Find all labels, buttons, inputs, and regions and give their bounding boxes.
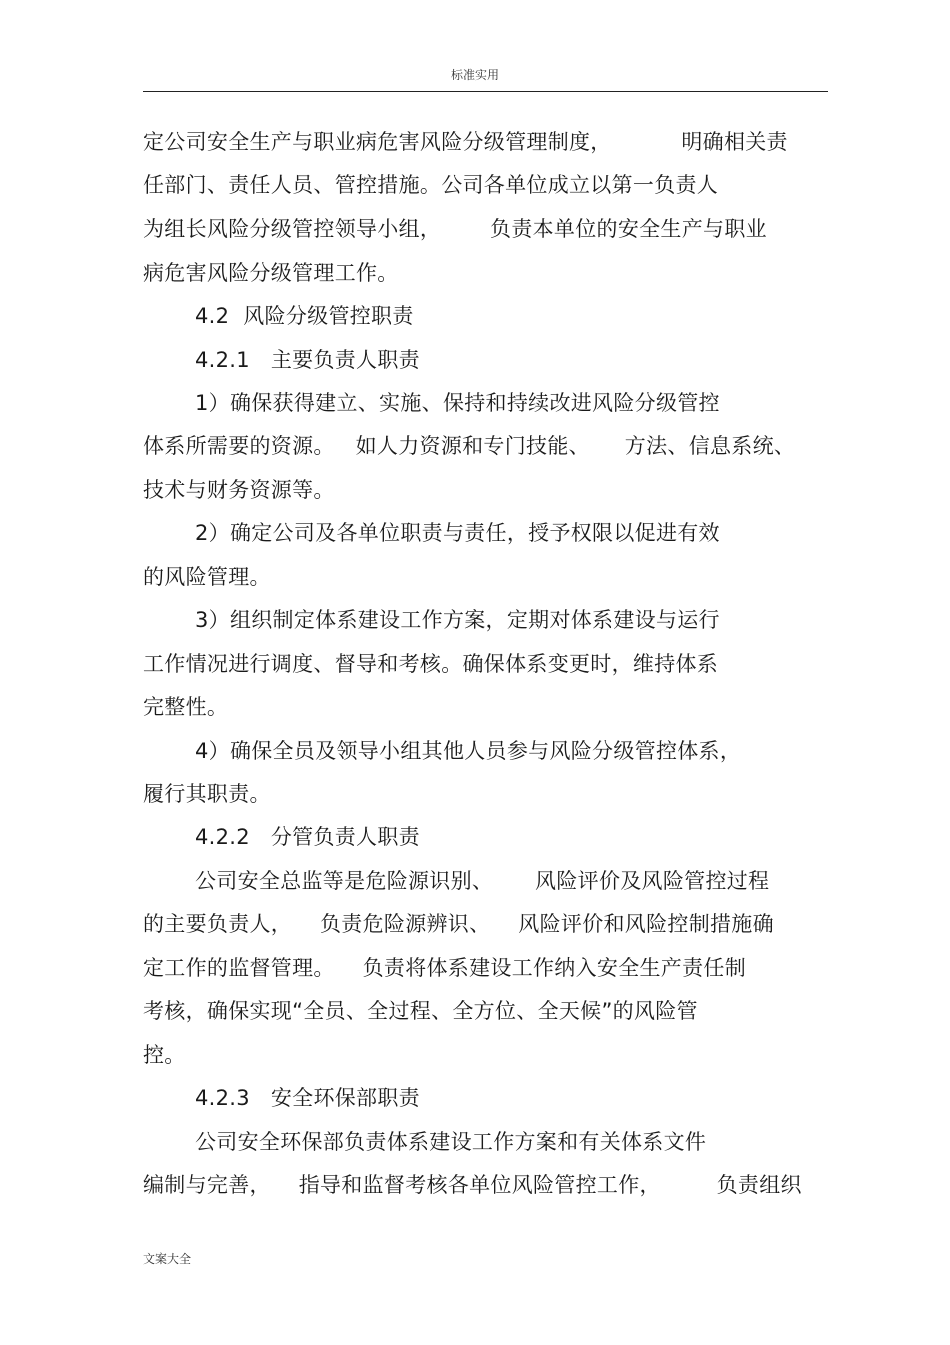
page-footer-text: 文案大全 <box>143 1252 192 1266</box>
body-text-line: 的主要负责人， 负责危险源辨识、 风险评价和风险控制措施确 <box>143 912 774 936</box>
body-text-line: 履行其职责。 <box>143 782 271 806</box>
page-header-title: 标准实用 <box>450 68 499 82</box>
body-text-line: 4）确保全员及领导小组其他人员参与风险分级管控体系， <box>195 739 742 763</box>
body-text-line: 1）确保获得建立、实施、保持和持续改进风险分级管控 <box>195 391 720 415</box>
body-text-line: 体系所需要的资源。 如人力资源和专门技能、 方法、信息系统、 <box>143 434 796 458</box>
body-text-line: 4.2.2 分管负责人职责 <box>195 825 420 849</box>
body-text-line: 公司安全总监等是危险源识别、 风险评价及风险管控过程 <box>195 869 770 893</box>
body-text-line: 控。 <box>143 1043 186 1067</box>
body-text-line: 完整性。 <box>143 695 229 719</box>
body-text-line: 的风险管理。 <box>143 565 271 589</box>
body-text-line: 4.2.3 安全环保部职责 <box>195 1086 420 1110</box>
body-text-line: 为组长风险分级管控领导小组， 负责本单位的安全生产与职业 <box>143 217 767 241</box>
body-text-line: 编制与完善， 指导和监督考核各单位风险管控工作， 负责组织 <box>143 1173 802 1197</box>
body-text-line: 定公司安全生产与职业病危害风险分级管理制度， 明确相关责 <box>143 130 788 154</box>
body-text-line: 病危害风险分级管理工作。 <box>143 261 399 285</box>
body-text-line: 任部门、责任人员、管控措施。公司各单位成立以第一负责人 <box>143 173 719 197</box>
body-text-line: 3）组织制定体系建设工作方案，定期对体系建设与运行 <box>195 608 720 632</box>
body-text-line: 公司安全环保部负责体系建设工作方案和有关体系文件 <box>195 1130 707 1154</box>
body-text-line: 工作情况进行调度、督导和考核。确保体系变更时，维持体系 <box>143 652 719 676</box>
body-text-line: 4.2.1 主要负责人职责 <box>195 348 420 372</box>
body-text-line: 4.2 风险分级管控职责 <box>195 304 414 328</box>
header-divider <box>143 91 828 92</box>
body-text-line: 定工作的监督管理。 负责将体系建设工作纳入安全生产责任制 <box>143 956 746 980</box>
body-text-line: 考核，确保实现“全员、全过程、全方位、全天候”的风险管 <box>143 999 698 1023</box>
body-text-line: 技术与财务资源等。 <box>143 478 335 502</box>
body-text-line: 2）确定公司及各单位职责与责任，授予权限以促进有效 <box>195 521 720 545</box>
